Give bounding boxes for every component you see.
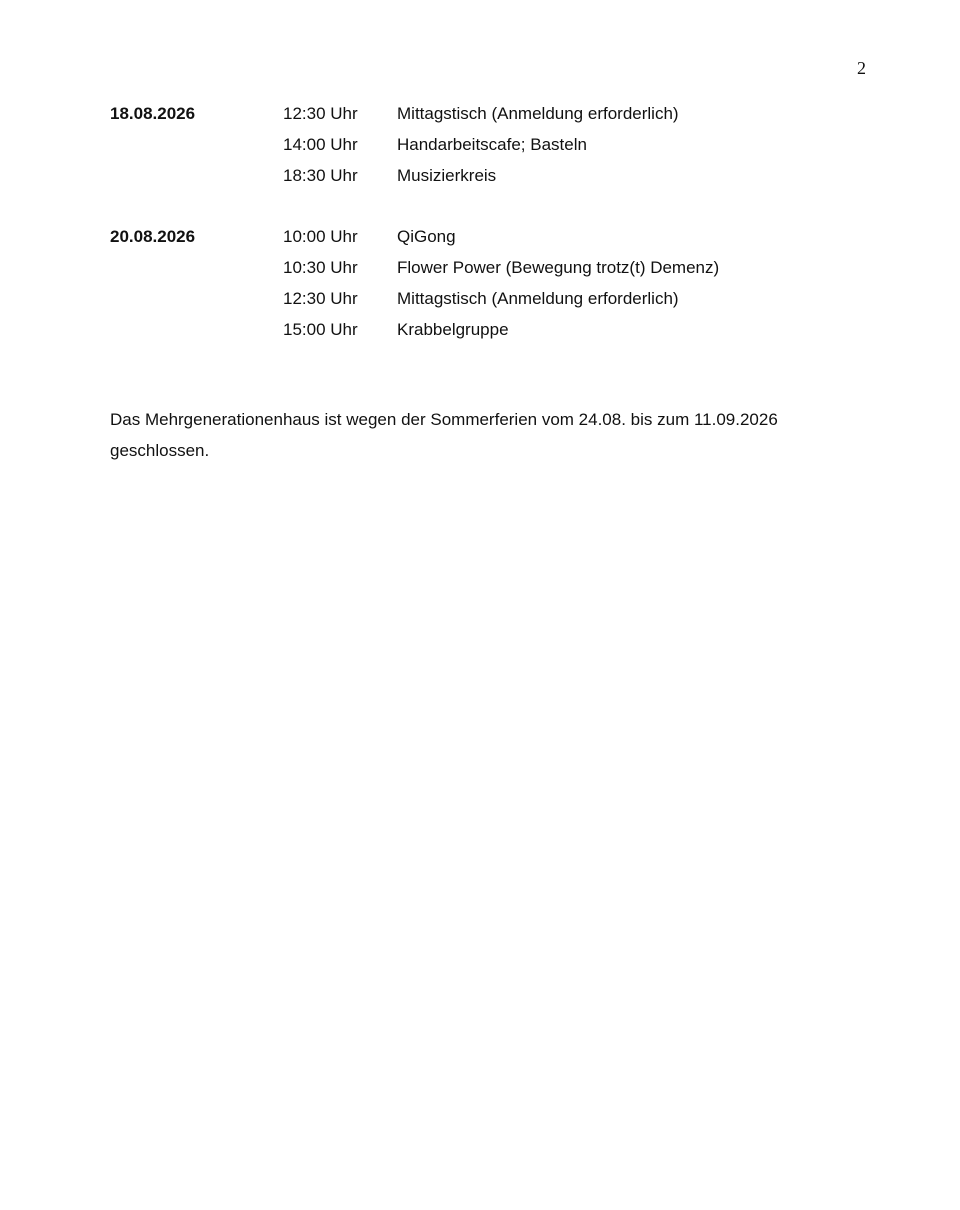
entry-time: 12:30 Uhr: [283, 288, 358, 308]
entry-date: 20.08.2026: [110, 226, 196, 246]
schedule: [110, 98, 870, 375]
day-block: [110, 98, 870, 191]
entry-time: 18:30 Uhr: [283, 165, 358, 185]
schedule-entry: [110, 129, 870, 160]
schedule-entry: [110, 98, 870, 129]
entry-time: 14:00 Uhr: [283, 134, 358, 154]
schedule-entry: [110, 221, 870, 252]
entry-activity: Handarbeitscafe; Basteln: [397, 134, 587, 154]
entry-time: 15:00 Uhr: [283, 319, 358, 339]
entry-activity: Krabbelgruppe: [397, 319, 509, 339]
entry-activity: QiGong: [397, 226, 456, 246]
entry-activity: Mittagstisch (Anmeldung erforderlich): [397, 103, 679, 123]
day-block: [110, 221, 870, 345]
schedule-entry: [110, 314, 870, 345]
entry-activity: Flower Power (Bewegung trotz(t) Demenz): [397, 257, 720, 277]
page-number: 2: [857, 58, 866, 78]
entry-activity: Mittagstisch (Anmeldung erforderlich): [397, 288, 679, 308]
entry-time: 10:30 Uhr: [283, 257, 358, 277]
entry-time: 10:00 Uhr: [283, 226, 358, 246]
closure-notice: [110, 404, 840, 466]
entry-activity: Musizierkreis: [397, 165, 497, 185]
schedule-entry: [110, 283, 870, 314]
schedule-entry: [110, 160, 870, 191]
entry-date: 18.08.2026: [110, 103, 196, 123]
closure-notice-line: Das Mehrgenerationenhaus ist wegen der Sommerferien vom 24.08. bis zum 11.09.2026: [110, 410, 778, 429]
schedule-entry: [110, 252, 870, 283]
closure-notice-line: geschlossen.: [110, 441, 210, 460]
entry-time: 12:30 Uhr: [283, 103, 358, 123]
